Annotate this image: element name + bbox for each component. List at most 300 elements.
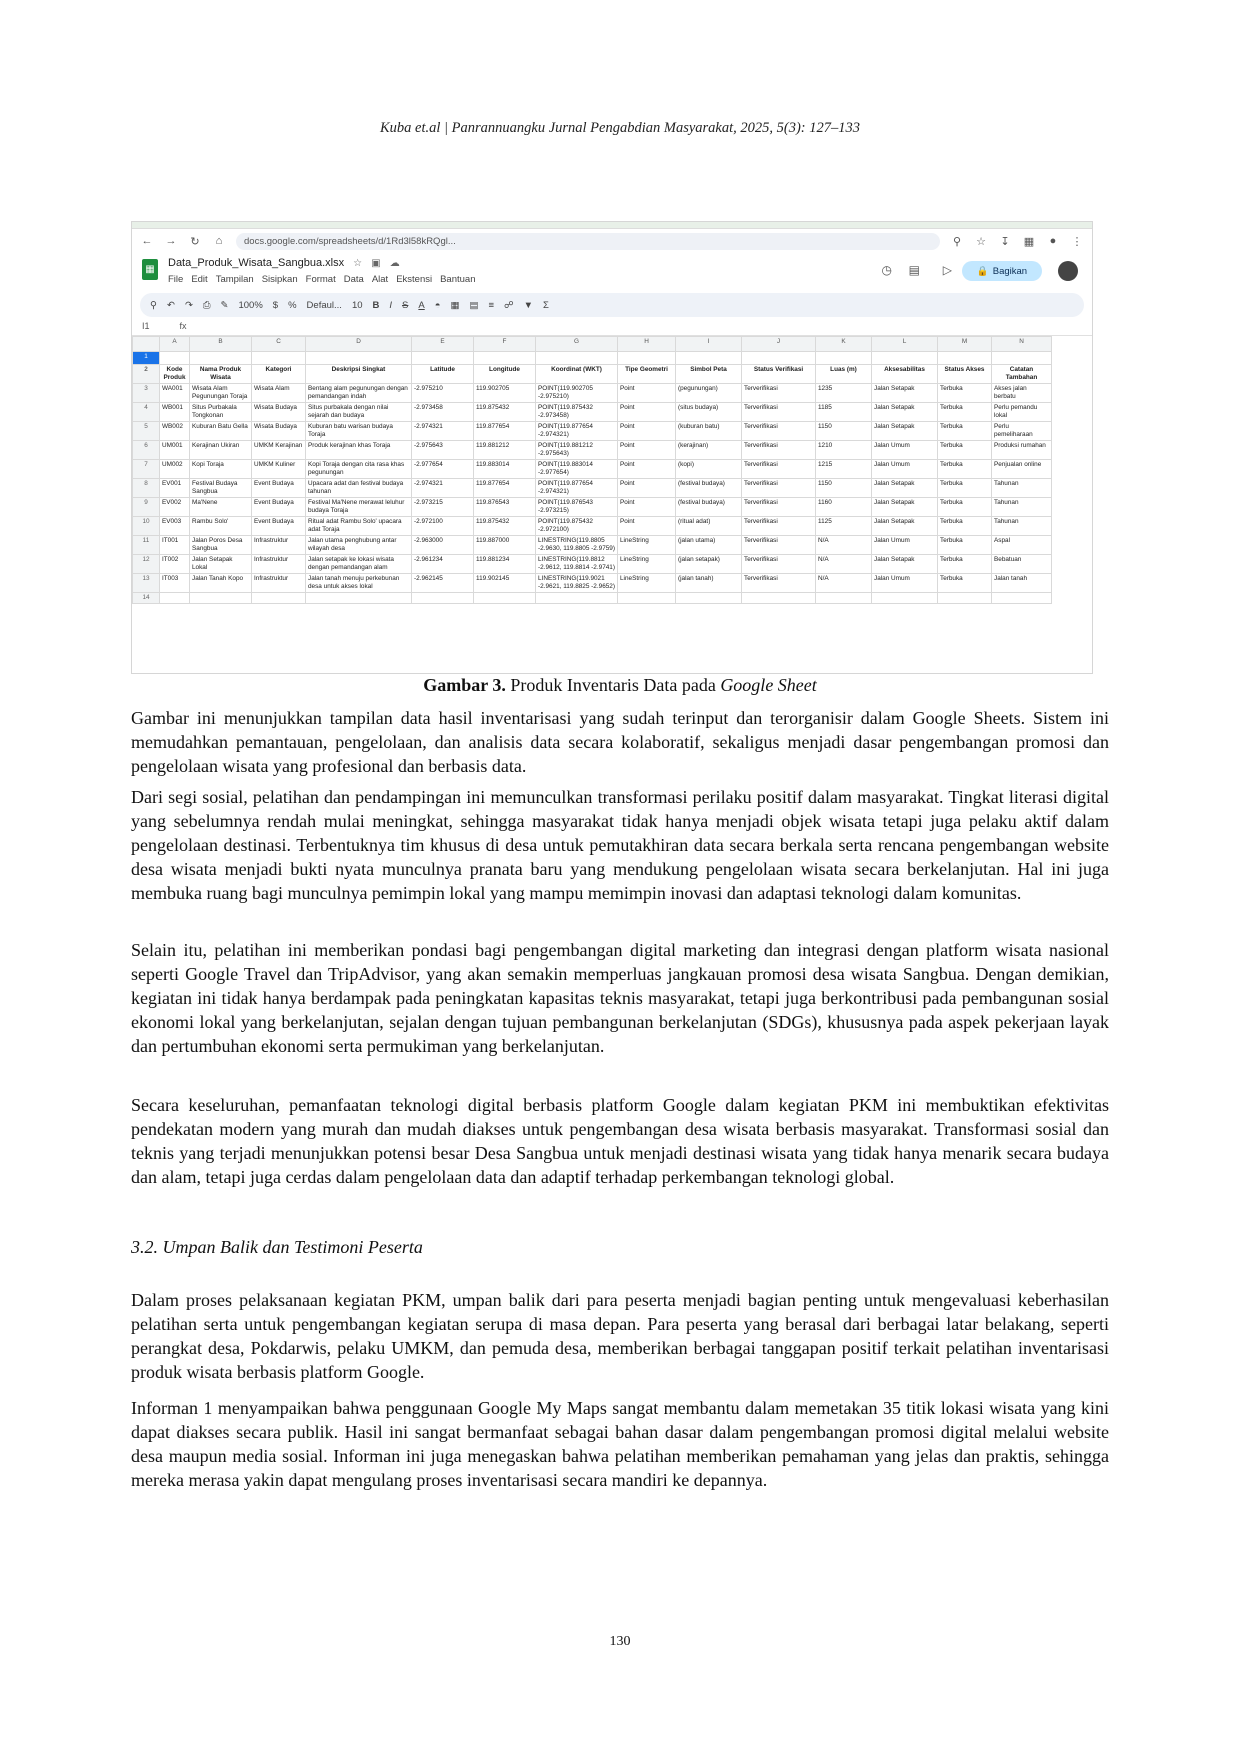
- zoom-select[interactable]: 100%: [238, 299, 263, 311]
- cell[interactable]: [676, 593, 742, 604]
- header-cell[interactable]: Simbol Peta: [676, 365, 742, 384]
- cell[interactable]: LINESTRING(119.8812 -2.9612, 119.8814 -2.9741): [536, 555, 618, 574]
- header-cell[interactable]: Aksesabilitas: [872, 365, 938, 384]
- folder-icon[interactable]: ▣: [371, 258, 381, 269]
- cell[interactable]: Jalan Setapak: [872, 422, 938, 441]
- cell[interactable]: Terverifikasi: [742, 384, 816, 403]
- font-select[interactable]: Defaul...: [306, 299, 342, 311]
- row-number[interactable]: 1: [133, 352, 160, 365]
- back-icon[interactable]: ←: [141, 235, 153, 247]
- spreadsheet-grid[interactable]: [132, 336, 1052, 604]
- cell[interactable]: Produk kerajinan khas Toraja: [306, 441, 412, 460]
- cell[interactable]: Tahunan: [992, 479, 1052, 498]
- cell[interactable]: [306, 593, 412, 604]
- header-cell[interactable]: Nama Produk Wisata: [190, 365, 252, 384]
- sheets-header: [132, 253, 1092, 293]
- print-icon[interactable]: ⎙: [202, 299, 211, 311]
- cell[interactable]: [992, 352, 1052, 365]
- cell[interactable]: Jalan Umum: [872, 460, 938, 479]
- cell[interactable]: EV003: [160, 517, 190, 536]
- row-number[interactable]: 5: [133, 422, 160, 441]
- column-header[interactable]: H: [618, 337, 676, 352]
- cell[interactable]: Terverifikasi: [742, 574, 816, 593]
- download-icon[interactable]: ↧: [1000, 235, 1010, 248]
- strikethrough-icon[interactable]: S: [402, 299, 409, 311]
- cell[interactable]: POINT(119.877654 -2.974321): [536, 479, 618, 498]
- cell[interactable]: UM001: [160, 441, 190, 460]
- cell[interactable]: Point: [618, 422, 676, 441]
- cell[interactable]: POINT(119.877654 -2.974321): [536, 422, 618, 441]
- row-number[interactable]: 4: [133, 403, 160, 422]
- page-number: 130: [609, 1634, 631, 1649]
- cell[interactable]: POINT(119.876543 -2.973215): [536, 498, 618, 517]
- cell[interactable]: Jalan Setapak: [872, 555, 938, 574]
- table-row: [133, 574, 1052, 593]
- profile-icon[interactable]: ●: [1049, 235, 1057, 247]
- cell[interactable]: (kerajinan): [676, 441, 742, 460]
- cell[interactable]: (kopi): [676, 460, 742, 479]
- comment-icon[interactable]: ▤: [908, 263, 920, 277]
- cell[interactable]: WB001: [160, 403, 190, 422]
- cell[interactable]: -2.975210: [412, 384, 474, 403]
- cell[interactable]: -2.974321: [412, 479, 474, 498]
- cell[interactable]: (kuburan batu): [676, 422, 742, 441]
- merge-icon[interactable]: ▤: [469, 299, 479, 311]
- table-row: [133, 384, 1052, 403]
- cell[interactable]: [160, 593, 190, 604]
- forward-icon[interactable]: →: [165, 235, 177, 247]
- font-size-input[interactable]: 10: [351, 299, 363, 311]
- cell[interactable]: Wisata Budaya: [252, 403, 306, 422]
- column-header[interactable]: A: [160, 337, 190, 352]
- formula-bar: [132, 317, 1092, 336]
- header-cell[interactable]: Longitude: [474, 365, 536, 384]
- meet-icon[interactable]: ▷: [942, 263, 952, 277]
- cell[interactable]: Festival Budaya Sangbua: [190, 479, 252, 498]
- cell[interactable]: -2.962145: [412, 574, 474, 593]
- paragraph: Informan 1 menyampaikan bahwa penggunaan Google My Maps sangat membantu dalam memetakan 35 titik lokasi wisata yang kini dapat diakses secara publik. Hasil ini sangat bermanfaat sebagai bahan dasar dalam pengembangan promosi digital melalui website desa maupun media sosial. Informan ini juga menegaskan bahwa pelatihan memberikan pemahaman yang jelas dan praktis, sehingga mereka merasa yakin dapat mengulang proses inventarisasi secara mandiri ke depannya.: [131, 1398, 1109, 1490]
- cell[interactable]: 1210: [816, 441, 872, 460]
- cell[interactable]: (pegunungan): [676, 384, 742, 403]
- cell[interactable]: [536, 352, 618, 365]
- zoom-icon[interactable]: ⚲: [952, 235, 962, 248]
- cell[interactable]: Tahunan: [992, 498, 1052, 517]
- browser-top-strip: [132, 222, 1092, 229]
- cell[interactable]: [474, 593, 536, 604]
- column-header[interactable]: B: [190, 337, 252, 352]
- home-icon[interactable]: ⌂: [215, 235, 223, 247]
- cell[interactable]: Terverifikasi: [742, 555, 816, 574]
- table-row: [133, 403, 1052, 422]
- cloud-icon[interactable]: ☁: [389, 258, 400, 269]
- cell[interactable]: -2.973458: [412, 403, 474, 422]
- cell[interactable]: N/A: [816, 555, 872, 574]
- cell[interactable]: Bentang alam pegunungan dengan pemandangan indah: [306, 384, 412, 403]
- cell[interactable]: Kopi Toraja dengan cita rasa khas pegunungan: [306, 460, 412, 479]
- cell[interactable]: 119.902145: [474, 574, 536, 593]
- row-number[interactable]: 10: [133, 517, 160, 536]
- cell[interactable]: Jalan Umum: [872, 574, 938, 593]
- header-cell[interactable]: Tipe Geometri: [618, 365, 676, 384]
- cell[interactable]: [676, 352, 742, 365]
- menu-item[interactable]: Ekstensi: [396, 274, 433, 285]
- cell[interactable]: [742, 593, 816, 604]
- cell[interactable]: Terbuka: [938, 517, 992, 536]
- cell[interactable]: [816, 352, 872, 365]
- cell[interactable]: [536, 593, 618, 604]
- cell[interactable]: 1215: [816, 460, 872, 479]
- link-icon[interactable]: ☍: [503, 299, 514, 311]
- cell[interactable]: Jalan Setapak: [872, 498, 938, 517]
- cell[interactable]: 119.881234: [474, 555, 536, 574]
- text-color-icon[interactable]: A: [418, 299, 425, 311]
- percent-icon[interactable]: %: [288, 299, 297, 311]
- cell[interactable]: [618, 352, 676, 365]
- cell[interactable]: Terbuka: [938, 384, 992, 403]
- cell[interactable]: POINT(119.875432 -2.973458): [536, 403, 618, 422]
- header-cell[interactable]: Latitude: [412, 365, 474, 384]
- cell[interactable]: Jalan tanah menuju perkebunan desa untuk akses lokal: [306, 574, 412, 593]
- bold-icon[interactable]: B: [372, 299, 380, 311]
- cell[interactable]: Kerajinan Ukiran: [190, 441, 252, 460]
- cell[interactable]: IT003: [160, 574, 190, 593]
- cell[interactable]: Jalan utama penghubung antar wilayah desa: [306, 536, 412, 555]
- cell[interactable]: 1185: [816, 403, 872, 422]
- cell[interactable]: Infrastruktur: [252, 555, 306, 574]
- cell[interactable]: UMKM Kuliner: [252, 460, 306, 479]
- cell[interactable]: Wisata Alam Pegunungan Toraja: [190, 384, 252, 403]
- cell[interactable]: Terverifikasi: [742, 441, 816, 460]
- cell[interactable]: Terbuka: [938, 574, 992, 593]
- cell[interactable]: [412, 593, 474, 604]
- cell[interactable]: Jalan tanah: [992, 574, 1052, 593]
- functions-icon[interactable]: Σ: [543, 299, 549, 311]
- cell[interactable]: Jalan Setapak: [872, 517, 938, 536]
- cell[interactable]: (ritual adat): [676, 517, 742, 536]
- cell[interactable]: Point: [618, 441, 676, 460]
- menu-item[interactable]: Tampilan: [215, 274, 254, 285]
- cell[interactable]: POINT(119.902705 -2.975210): [536, 384, 618, 403]
- align-icon[interactable]: ≡: [488, 299, 494, 311]
- cell[interactable]: 119.875432: [474, 403, 536, 422]
- menu-item[interactable]: File: [168, 274, 184, 285]
- cell[interactable]: Jalan Tanah Kopo: [190, 574, 252, 593]
- cell[interactable]: WB002: [160, 422, 190, 441]
- cell[interactable]: [412, 352, 474, 365]
- extensions-icon[interactable]: ▦: [1023, 235, 1035, 248]
- row-number[interactable]: 3: [133, 384, 160, 403]
- column-header[interactable]: N: [992, 337, 1052, 352]
- cell[interactable]: Jalan Umum: [872, 536, 938, 555]
- cell[interactable]: [938, 593, 992, 604]
- cell[interactable]: 119.887000: [474, 536, 536, 555]
- cell[interactable]: 119.875432: [474, 517, 536, 536]
- cell[interactable]: LINESTRING(119.8805 -2.9630, 119.8805 -2.9759): [536, 536, 618, 555]
- cell[interactable]: Terbuka: [938, 555, 992, 574]
- cell[interactable]: 119.877654: [474, 479, 536, 498]
- cell[interactable]: 1150: [816, 479, 872, 498]
- search-icon[interactable]: ⚲: [150, 299, 157, 311]
- cell[interactable]: Infrastruktur: [252, 536, 306, 555]
- table-row: [133, 555, 1052, 574]
- cell[interactable]: [618, 593, 676, 604]
- cell[interactable]: Jalan Poros Desa Sangbua: [190, 536, 252, 555]
- avatar[interactable]: [1058, 261, 1078, 281]
- column-header[interactable]: J: [742, 337, 816, 352]
- header-cell[interactable]: Deskripsi Singkat: [306, 365, 412, 384]
- column-header[interactable]: K: [816, 337, 872, 352]
- cell[interactable]: Tahunan: [992, 517, 1052, 536]
- cell[interactable]: Ma'Nene: [190, 498, 252, 517]
- cell[interactable]: Wisata Budaya: [252, 422, 306, 441]
- header-cell[interactable]: Status Verifikasi: [742, 365, 816, 384]
- cell[interactable]: Ritual adat Rambu Solo' upacara adat Toraja: [306, 517, 412, 536]
- cell[interactable]: EV001: [160, 479, 190, 498]
- cell[interactable]: Kuburan batu warisan budaya Toraja: [306, 422, 412, 441]
- paint-format-icon[interactable]: ✎: [220, 299, 229, 311]
- cell[interactable]: Perlu pemeliharaan: [992, 422, 1052, 441]
- cell[interactable]: Infrastruktur: [252, 574, 306, 593]
- caption-text: Produk Inventaris Data pada: [505, 675, 721, 695]
- row-number[interactable]: 9: [133, 498, 160, 517]
- cell[interactable]: Jalan Setapak: [872, 403, 938, 422]
- cell[interactable]: [190, 593, 252, 604]
- cell[interactable]: (festival budaya): [676, 479, 742, 498]
- cell[interactable]: Terbuka: [938, 460, 992, 479]
- cell[interactable]: Terverifikasi: [742, 403, 816, 422]
- cell[interactable]: LineString: [618, 574, 676, 593]
- caption-label: Gambar 3.: [423, 675, 506, 695]
- cell[interactable]: [938, 352, 992, 365]
- cell[interactable]: N/A: [816, 536, 872, 555]
- row-number[interactable]: 6: [133, 441, 160, 460]
- column-header[interactable]: M: [938, 337, 992, 352]
- cell[interactable]: 1125: [816, 517, 872, 536]
- row-number[interactable]: 11: [133, 536, 160, 555]
- cell[interactable]: Terverifikasi: [742, 517, 816, 536]
- cell[interactable]: 1150: [816, 422, 872, 441]
- cell[interactable]: [252, 593, 306, 604]
- header-cell[interactable]: Catatan Tambahan: [992, 365, 1052, 384]
- cell[interactable]: -2.961234: [412, 555, 474, 574]
- table-row: [133, 479, 1052, 498]
- column-header[interactable]: D: [306, 337, 412, 352]
- cell[interactable]: -2.973215: [412, 498, 474, 517]
- cell[interactable]: Kopi Toraja: [190, 460, 252, 479]
- fill-color-icon[interactable]: ◓: [434, 299, 441, 311]
- share-button[interactable]: 🔒 Bagikan: [962, 261, 1042, 281]
- header-cell[interactable]: Luas (m): [816, 365, 872, 384]
- table-row: [133, 441, 1052, 460]
- cell[interactable]: Aspal: [992, 536, 1052, 555]
- row-number[interactable]: 13: [133, 574, 160, 593]
- cell[interactable]: (jalan utama): [676, 536, 742, 555]
- cell[interactable]: [190, 352, 252, 365]
- cell[interactable]: (situs budaya): [676, 403, 742, 422]
- more-icon[interactable]: ⋮: [1071, 235, 1083, 248]
- cell[interactable]: LineString: [618, 555, 676, 574]
- menu-item[interactable]: Format: [305, 274, 336, 285]
- currency-icon[interactable]: $: [272, 299, 279, 311]
- cell[interactable]: (jalan tanah): [676, 574, 742, 593]
- cell[interactable]: Terverifikasi: [742, 422, 816, 441]
- cell[interactable]: Kuburan Batu Gella: [190, 422, 252, 441]
- cell[interactable]: [816, 593, 872, 604]
- cell[interactable]: Jalan Setapak: [872, 479, 938, 498]
- cell[interactable]: Rambu Solo': [190, 517, 252, 536]
- cell[interactable]: [160, 352, 190, 365]
- redo-icon[interactable]: ↷: [184, 299, 193, 311]
- row-number[interactable]: 2: [133, 365, 160, 384]
- table-row: [133, 498, 1052, 517]
- paragraph: Secara keseluruhan, pemanfaatan teknologi digital berbasis platform Google dalam kegiatan PKM ini membuktikan efektivitas pendekatan modern yang murah dan mudah diakses untuk pengembangan desa wisata berbasis masyarakat. Transformasi sosial dan teknis yang terjadi menunjukkan potensi besar Desa Sangbua untuk menjadi destinasi wisata yang tidak hanya menarik secara budaya dan alam, tetapi juga cerdas dalam pengelolaan data dan adaptif terhadap perkembangan teknologi global.: [131, 1095, 1109, 1187]
- cell[interactable]: [872, 593, 938, 604]
- column-header[interactable]: G: [536, 337, 618, 352]
- cell[interactable]: 119.876543: [474, 498, 536, 517]
- cell[interactable]: -2.974321: [412, 422, 474, 441]
- cell[interactable]: Jalan Setapak: [872, 384, 938, 403]
- menu-item[interactable]: Sisipkan: [261, 274, 298, 285]
- cell[interactable]: Point: [618, 517, 676, 536]
- cell[interactable]: Jalan Setapak Lokal: [190, 555, 252, 574]
- column-header[interactable]: I: [676, 337, 742, 352]
- cell[interactable]: LINESTRING(119.9021 -2.9621, 119.8825 -2.9652): [536, 574, 618, 593]
- table-row: [133, 536, 1052, 555]
- cell[interactable]: -2.975643: [412, 441, 474, 460]
- cell[interactable]: Terbuka: [938, 498, 992, 517]
- cell[interactable]: POINT(119.875432 -2.972100): [536, 517, 618, 536]
- cell[interactable]: Terbuka: [938, 403, 992, 422]
- cell[interactable]: [992, 593, 1052, 604]
- cell[interactable]: POINT(119.881212 -2.975643): [536, 441, 618, 460]
- cell[interactable]: (jalan setapak): [676, 555, 742, 574]
- column-header-row: [133, 337, 1052, 352]
- cell[interactable]: [872, 352, 938, 365]
- cell[interactable]: 1160: [816, 498, 872, 517]
- column-header[interactable]: C: [252, 337, 306, 352]
- cell[interactable]: N/A: [816, 574, 872, 593]
- cell[interactable]: Event Budaya: [252, 498, 306, 517]
- header-cell[interactable]: Kode Produk: [160, 365, 190, 384]
- cell[interactable]: 119.883014: [474, 460, 536, 479]
- cell[interactable]: Terverifikasi: [742, 536, 816, 555]
- cell[interactable]: [474, 352, 536, 365]
- cell[interactable]: -2.977654: [412, 460, 474, 479]
- cell[interactable]: Point: [618, 479, 676, 498]
- menu-item[interactable]: Bantuan: [440, 274, 476, 285]
- italic-icon[interactable]: I: [389, 299, 393, 311]
- reload-icon[interactable]: ↻: [190, 235, 200, 248]
- cell[interactable]: Event Budaya: [252, 517, 306, 536]
- cell[interactable]: Penjualan online: [992, 460, 1052, 479]
- address-bar[interactable]: [236, 233, 940, 250]
- menu-item[interactable]: Data: [343, 274, 364, 285]
- header-cell[interactable]: Status Akses: [938, 365, 992, 384]
- cell[interactable]: 119.902705: [474, 384, 536, 403]
- cell[interactable]: Terverifikasi: [742, 479, 816, 498]
- column-header[interactable]: L: [872, 337, 938, 352]
- cell[interactable]: Upacara adat dan festival budaya tahunan: [306, 479, 412, 498]
- undo-icon[interactable]: ↶: [166, 299, 175, 311]
- table-row: [133, 593, 1052, 604]
- star-icon[interactable]: ☆: [976, 235, 986, 248]
- row-number[interactable]: 14: [133, 593, 160, 604]
- cell[interactable]: WA001: [160, 384, 190, 403]
- cell[interactable]: Bebatuan: [992, 555, 1052, 574]
- document-title[interactable]: Data_Produk_Wisata_Sangbua.xlsx ☆ ▣ ☁: [168, 257, 400, 269]
- cell[interactable]: Terverifikasi: [742, 498, 816, 517]
- cell[interactable]: IT002: [160, 555, 190, 574]
- cell[interactable]: Akses jalan berbatu: [992, 384, 1052, 403]
- cell[interactable]: Perlu pemandu lokal: [992, 403, 1052, 422]
- cell[interactable]: IT001: [160, 536, 190, 555]
- filter-icon[interactable]: ▼: [523, 299, 534, 311]
- cell[interactable]: Point: [618, 403, 676, 422]
- menu-bar: [168, 274, 476, 285]
- borders-icon[interactable]: ▦: [450, 299, 460, 311]
- subsection-heading: 3.2. Umpan Balik dan Testimoni Peserta: [131, 1237, 423, 1257]
- history-icon[interactable]: ◷: [881, 263, 892, 277]
- cell[interactable]: 119.881212: [474, 441, 536, 460]
- row-number[interactable]: 7: [133, 460, 160, 479]
- sheets-logo-icon[interactable]: ▦: [142, 259, 158, 280]
- cell[interactable]: UM002: [160, 460, 190, 479]
- cell[interactable]: Festival Ma'Nene merawat leluhur budaya Toraja: [306, 498, 412, 517]
- cell[interactable]: Wisata Alam: [252, 384, 306, 403]
- paragraph: Gambar ini menunjukkan tampilan data hasil inventarisasi yang sudah terinput dan terorganisir dalam Google Sheets. Sistem ini memudahkan pemantauan, pengelolaan, dan analisis data secara kolaboratif, sekaligus menjadi dasar pengembangan promosi dan pengelolaan wisata yang profesional dan berbasis data.: [131, 708, 1109, 776]
- row-number[interactable]: 8: [133, 479, 160, 498]
- cell[interactable]: Point: [618, 498, 676, 517]
- cell[interactable]: Terbuka: [938, 441, 992, 460]
- cell[interactable]: Point: [618, 460, 676, 479]
- cell[interactable]: 1235: [816, 384, 872, 403]
- cell[interactable]: Produksi rumahan: [992, 441, 1052, 460]
- star-icon[interactable]: ☆: [353, 258, 363, 269]
- cell[interactable]: Terbuka: [938, 479, 992, 498]
- cell[interactable]: Terverifikasi: [742, 460, 816, 479]
- cell[interactable]: EV002: [160, 498, 190, 517]
- fx-icon: fx: [179, 321, 187, 331]
- cell[interactable]: UMKM Kerajinan: [252, 441, 306, 460]
- cell[interactable]: Point: [618, 384, 676, 403]
- name-box[interactable]: I1: [142, 321, 150, 331]
- cell[interactable]: -2.963000: [412, 536, 474, 555]
- row-number[interactable]: 12: [133, 555, 160, 574]
- cell[interactable]: -2.972100: [412, 517, 474, 536]
- select-all-corner[interactable]: [133, 337, 160, 352]
- header-cell[interactable]: Kategori: [252, 365, 306, 384]
- cell[interactable]: POINT(119.883014 -2.977654): [536, 460, 618, 479]
- cell[interactable]: [252, 352, 306, 365]
- cell[interactable]: Jalan setapak ke lokasi wisata dengan pemandangan alam: [306, 555, 412, 574]
- cell[interactable]: Situs Purbakala Tongkonan: [190, 403, 252, 422]
- column-header[interactable]: F: [474, 337, 536, 352]
- cell[interactable]: Terbuka: [938, 536, 992, 555]
- menu-item[interactable]: Edit: [191, 274, 208, 285]
- cell[interactable]: LineString: [618, 536, 676, 555]
- cell[interactable]: Situs purbakala dengan nilai sejarah dan budaya: [306, 403, 412, 422]
- cell[interactable]: [306, 352, 412, 365]
- cell[interactable]: 119.877654: [474, 422, 536, 441]
- cell[interactable]: Terbuka: [938, 422, 992, 441]
- cell[interactable]: Event Budaya: [252, 479, 306, 498]
- header-cell[interactable]: Koordinat (WKT): [536, 365, 618, 384]
- column-header[interactable]: E: [412, 337, 474, 352]
- cell[interactable]: Jalan Umum: [872, 441, 938, 460]
- menu-item[interactable]: Alat: [371, 274, 389, 285]
- cell[interactable]: (festival budaya): [676, 498, 742, 517]
- cell[interactable]: [742, 352, 816, 365]
